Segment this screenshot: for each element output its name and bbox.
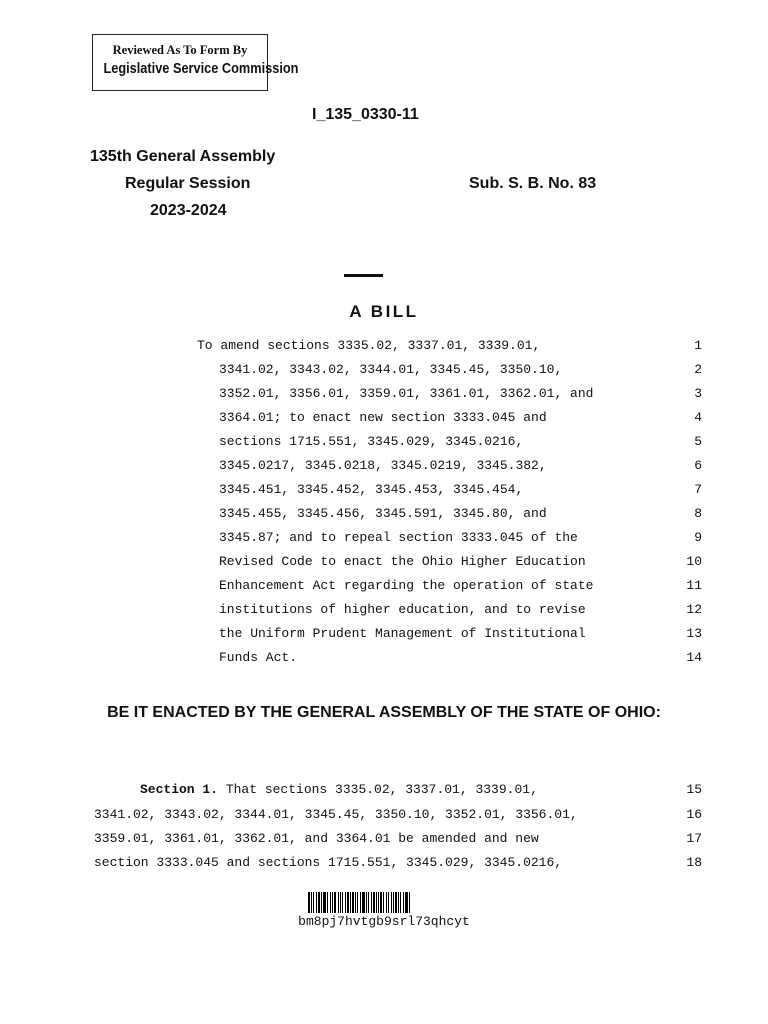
- title-line: Funds Act.: [219, 650, 298, 665]
- title-line: 3352.01, 3356.01, 3359.01, 3361.01, 3362.01, and: [219, 386, 594, 401]
- title-rule: [344, 274, 383, 277]
- line-number: 16: [686, 807, 702, 822]
- enacting-clause: BE IT ENACTED BY THE GENERAL ASSEMBLY OF THE STATE OF OHIO:: [107, 704, 661, 721]
- line-number: 9: [694, 530, 702, 545]
- barcode-text: bm8pj7hvtgb9srl73qhcyt: [298, 914, 470, 929]
- line-number: 6: [694, 458, 702, 473]
- stamp-line-2: Legislative Service Commission: [103, 61, 299, 77]
- section-line: section 3333.045 and sections 1715.551, 3345.029, 3345.0216,: [94, 855, 563, 870]
- title-line: sections 1715.551, 3345.029, 3345.0216,: [219, 434, 524, 449]
- stamp-line-1: Reviewed As To Form By: [112, 43, 248, 57]
- bill-number: Sub. S. B. No. 83: [469, 175, 597, 192]
- title-line: 3345.455, 3345.456, 3345.591, 3345.80, and: [219, 506, 547, 521]
- session-label: Regular Session: [125, 175, 251, 192]
- assembly-label: 135th General Assembly: [90, 148, 276, 165]
- title-line: institutions of higher education, and to revise: [219, 602, 586, 617]
- line-number: 17: [686, 831, 702, 846]
- line-number: 5: [694, 434, 702, 449]
- barcode-icon: [308, 892, 461, 913]
- line-number: 15: [686, 782, 702, 797]
- section-line: 3341.02, 3343.02, 3344.01, 3345.45, 3350.10, 3352.01, 3356.01,: [94, 807, 578, 822]
- document-id: I_135_0330-11: [312, 106, 419, 123]
- title-line: Revised Code to enact the Ohio Higher Education: [219, 554, 586, 569]
- line-number: 3: [694, 386, 702, 401]
- section-line: That sections 3335.02, 3337.01, 3339.01,: [218, 782, 538, 797]
- title-line: 3341.02, 3343.02, 3344.01, 3345.45, 3350.10,: [219, 362, 563, 377]
- title-line: 3345.451, 3345.452, 3345.453, 3345.454,: [219, 482, 524, 497]
- title-line: the Uniform Prudent Management of Institutional: [219, 626, 586, 641]
- line-number: 14: [686, 650, 702, 665]
- barcode-gap: [410, 892, 412, 913]
- line-number: 4: [694, 410, 702, 425]
- section-line: 3359.01, 3361.01, 3362.01, and 3364.01 be amended and new: [94, 831, 539, 846]
- line-number: 10: [686, 554, 702, 569]
- line-number: 11: [686, 578, 702, 593]
- session-years: 2023-2024: [150, 202, 227, 219]
- line-number: 7: [694, 482, 702, 497]
- title-line: 3345.87; and to repeal section 3333.045 of the: [219, 530, 578, 545]
- line-number: 8: [694, 506, 702, 521]
- title-line: 3345.0217, 3345.0218, 3345.0219, 3345.382,: [219, 458, 547, 473]
- title-line: 3364.01; to enact new section 3333.045 and: [219, 410, 547, 425]
- bill-title: A BILL: [349, 302, 419, 321]
- line-number: 12: [686, 602, 702, 617]
- title-line: To amend sections 3335.02, 3337.01, 3339.01,: [197, 338, 541, 353]
- line-number: 13: [686, 626, 702, 641]
- line-number: 1: [694, 338, 702, 353]
- line-number: 18: [686, 855, 702, 870]
- section-label: Section 1.: [140, 782, 219, 797]
- line-number: 2: [694, 362, 702, 377]
- section-1-first-line: [140, 782, 538, 797]
- title-line: Enhancement Act regarding the operation of state: [219, 578, 594, 593]
- lsc-review-stamp: [92, 34, 299, 91]
